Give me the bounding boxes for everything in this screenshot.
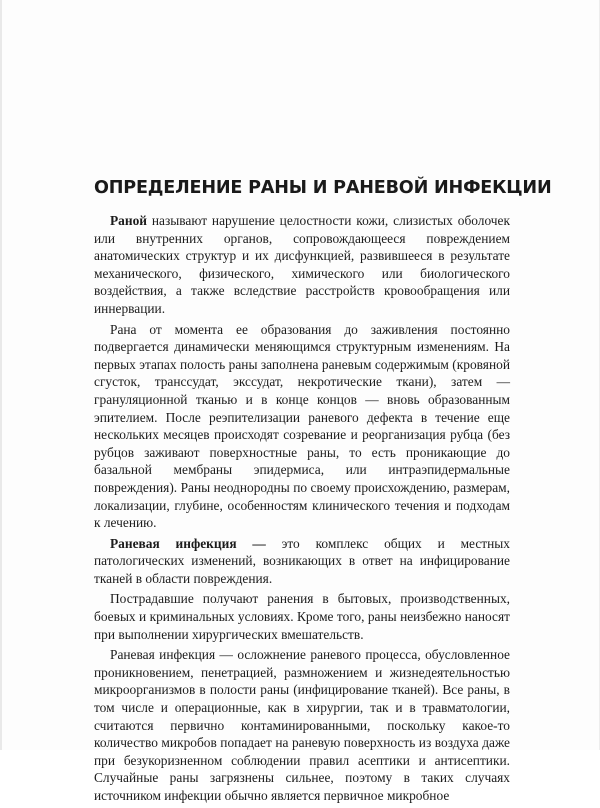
section-heading: ОПРЕДЕЛЕНИЕ РАНЫ И РАНЕВОЙ ИНФЕКЦИИ bbox=[94, 178, 552, 198]
paragraph-text: Пострадавшие получают ранения в бытовых, производственных, боевых и криминальных условиях. Кроме того, раны неизбежно наносят при выполнении хирургических вмешательств. bbox=[94, 591, 510, 642]
term-wound-infection: Раневая инфекция — bbox=[110, 535, 266, 551]
paragraph-wound-infection-details bbox=[94, 646, 510, 804]
paragraph-text: это комплекс общих и местных патологических изменений, возникающих в ответ на инфицирование тканей в области повреждения. bbox=[94, 535, 510, 586]
paragraph-text: Раневая инфекция — осложнение раневого процесса, обусловленное проникновением, пенетрацией, размножением и жизнедеятельностью микроорганизмов в полости раны (инфицирование тканей). Все раны, в том числе и операционные, как в хирургии, так и в травматологии, считаются первично контаминированными, поскольку какое-то количество микробов попадает на раневую поверхность из воздуха даже при безукоризненном соблюдении правил асептики и антисептики. Случайные раны загрязнены сильнее, поэтому в таких случаях источником инфекции обычно является первичное микробное bbox=[94, 647, 510, 803]
paragraph-text: Рана от момента ее образования до заживления постоянно подвергается динамически меняющимся структурным изменениям. На первых этапах полость раны заполнена раневым содержимым (кровяной сгусток, транссудат, экссудат, некротические ткани), затем — грануляционной тканью и в конце концов — вновь образованным эпителием. После реэпителизации раневого дефекта в течение еще нескольких месяцев происходят созревание и реорганизация рубца (без рубцов заживают поверхностные раны, то есть проникающие до базальной мембраны эпидермиса, или интраэпидермальные повреждения). Раны неоднородны по своему происхождению, размерам, локализации, глубине, особенностям клинического течения и подходам к лечению. bbox=[94, 321, 510, 531]
paragraph-wound-dynamics bbox=[94, 321, 510, 532]
paragraph-injury-conditions bbox=[94, 590, 510, 643]
paragraph-text: называют нарушение целостности кожи, слизистых оболочек или внутренних органов, сопровождающееся повреждением анатомических структур и их дисфункцией, развившееся в результате механического, физического, химического или биологического воздействия, а также вследствие расстройств кровообращения или иннервации. bbox=[94, 213, 510, 316]
paragraph-wound-infection-definition bbox=[94, 535, 510, 588]
term-wound: Раной bbox=[110, 213, 148, 228]
body-text bbox=[94, 212, 510, 808]
paragraph-wound-definition bbox=[94, 212, 510, 318]
